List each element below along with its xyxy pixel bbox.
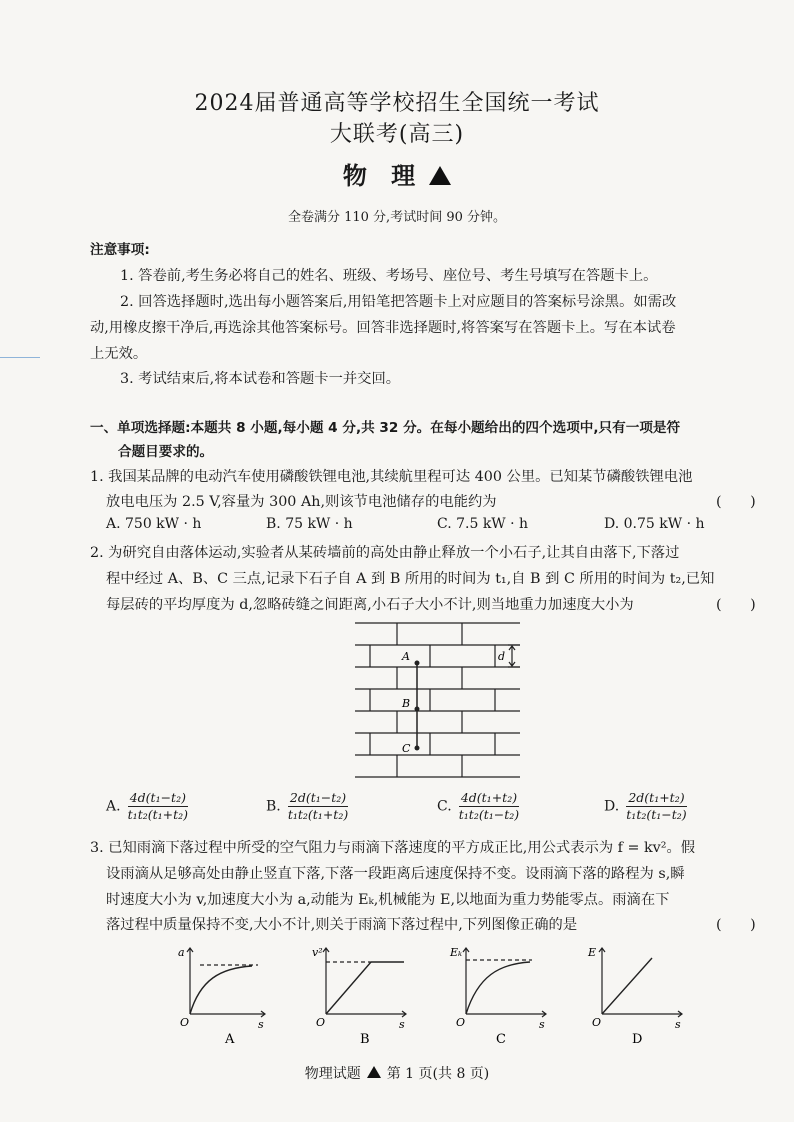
y-axis-label: Eₖ — [450, 946, 463, 959]
numerator: 4d(t₁+t₂) — [460, 790, 518, 805]
graph-caption: D — [632, 1032, 643, 1047]
q2-option-d — [604, 790, 689, 823]
note-item-1: 1. 答卷前,考生务必将自己的姓名、班级、考场号、座位号、考生号填写在答题卡上。 — [120, 268, 658, 284]
q2-line-1: 2. 为研究自由落体运动,实验者从某砖墙前的高处由静止释放一个小石子,让其自由落下,下落过 — [90, 545, 680, 561]
q1-option-b: B. 75 kW · h — [266, 516, 353, 532]
x-axis-label: s — [399, 1018, 405, 1031]
origin-label: O — [456, 1016, 466, 1029]
point-c-label: C — [402, 742, 411, 755]
x-axis-label: s — [539, 1018, 545, 1031]
note-item-2-line-2: 动,用橡皮擦干净后,再选涂其他答案标号。回答非选择题时,将答案写在答题卡上。写在本试卷 — [90, 320, 676, 336]
q1-answer-paren: ( ) — [716, 494, 756, 510]
q2-option-b-label: B. — [266, 798, 281, 815]
exam-title: 2024届普通高等学校招生全国统一考试 — [194, 91, 600, 116]
q1-line-1: 1. 我国某品牌的电动汽车使用磷酸铁锂电池,其续航里程可达 400 公里。已知某节磷酸铁锂电池 — [90, 469, 693, 485]
note-item-3: 3. 考试结束后,将本试卷和答题卡一并交回。 — [120, 371, 401, 387]
q2-option-a-label: A. — [106, 798, 121, 815]
graph-d — [580, 940, 690, 1048]
q2-option-a-fraction — [126, 790, 190, 823]
exam-subtitle: 大联考(高三) — [329, 122, 465, 147]
section-heading-cont: 合题目要求的。 — [118, 444, 214, 460]
q2-option-b — [266, 790, 350, 823]
denominator: t₁t₂(t₁−t₂) — [458, 807, 520, 822]
y-axis-label: v² — [312, 946, 323, 959]
thickness-label: d — [498, 650, 506, 663]
q2-option-d-fraction — [624, 790, 688, 823]
section-heading: 一、单项选择题:本题共 8 小题,每小题 4 分,共 32 分。在每小题给出的四个选项中,只有一项是符 — [90, 420, 681, 436]
q3-line-4: 落过程中质量保持不变,大小不计,则关于雨滴下落过程中,下列图像正确的是 — [106, 917, 578, 933]
q1-option-c: C. 7.5 kW · h — [437, 516, 529, 532]
q1-line-2: 放电电压为 2.5 V,容量为 300 Ah,则该节电池储存的电能约为 — [106, 494, 497, 510]
q2-option-c-fraction — [457, 790, 521, 823]
graph-a — [170, 940, 270, 1048]
note-item-2-line-3: 上无效。 — [90, 346, 148, 362]
subject-label: 物 理 — [342, 162, 424, 190]
numerator: 4d(t₁−t₂) — [129, 790, 186, 805]
denominator: t₁t₂(t₁−t₂) — [626, 807, 687, 822]
page-number: 第 1 页(共 8 页) — [386, 1066, 490, 1082]
denominator: t₁t₂(t₁+t₂) — [127, 807, 189, 822]
numerator: 2d(t₁−t₂) — [289, 790, 347, 805]
triangle-icon — [429, 166, 451, 185]
origin-label: O — [180, 1016, 190, 1029]
graph-b — [306, 940, 416, 1048]
notes-heading: 注意事项: — [90, 242, 150, 258]
q2-option-c — [437, 790, 521, 823]
q1-option-a: A. 750 kW · h — [106, 516, 202, 532]
note-item-2-line-1: 2. 回答选择题时,选出每小题答案后,用铅笔把答题卡上对应题目的答案标号涂黑。如需改 — [120, 294, 677, 310]
numerator: 2d(t₁+t₂) — [628, 790, 685, 805]
q2-answer-paren: ( ) — [716, 597, 756, 613]
q2-option-b-fraction — [286, 790, 350, 823]
y-axis-label: E — [588, 946, 597, 959]
brick-wall-figure — [350, 618, 530, 784]
footer-subject: 物理试题 — [304, 1066, 361, 1082]
q2-option-c-label: C. — [437, 798, 452, 815]
q3-answer-paren: ( ) — [716, 917, 756, 933]
x-axis-label: s — [675, 1018, 681, 1031]
page-footer — [0, 1063, 794, 1083]
origin-label: O — [316, 1016, 326, 1029]
origin-label: O — [592, 1016, 602, 1029]
x-axis-label: s — [258, 1018, 264, 1031]
y-axis-label: a — [178, 946, 185, 959]
q1-option-d: D. 0.75 kW · h — [604, 516, 705, 532]
q2-line-2: 程中经过 A、B、C 三点,记录下石子自 A 到 B 所用的时间为 t₁,自 B 到 C 所用的时间为 t₂,已知 — [106, 571, 715, 587]
triangle-icon — [367, 1066, 381, 1078]
q3-line-3: 时速度大小为 v,加速度大小为 a,动能为 Eₖ,机械能为 E,以地面为重力势能零点。雨滴在下 — [106, 892, 670, 908]
graph-c — [444, 940, 554, 1048]
q3-line-1: 3. 已知雨滴下落过程中所受的空气阻力与雨滴下落速度的平方成正比,用公式表示为 f = kv²。假 — [90, 840, 696, 856]
graph-caption: B — [360, 1032, 370, 1047]
point-a-label: A — [402, 650, 410, 663]
subject-title — [0, 156, 794, 191]
point-b-label: B — [402, 697, 411, 710]
full-score-note: 全卷满分 110 分,考试时间 90 分钟。 — [287, 210, 507, 225]
q3-line-2: 设雨滴从足够高处由静止竖直下落,下落一段距离后速度保持不变。设雨滴下落的路程为 s,瞬 — [106, 866, 685, 882]
q2-line-3: 每层砖的平均厚度为 d,忽略砖缝之间距离,小石子大小不计,则当地重力加速度大小为 — [106, 597, 634, 613]
q2-option-d-label: D. — [604, 798, 620, 815]
graph-caption: A — [225, 1032, 235, 1047]
q2-option-a — [106, 790, 190, 823]
graph-caption: C — [496, 1032, 506, 1047]
denominator: t₁t₂(t₁+t₂) — [287, 807, 349, 822]
margin-mark — [0, 357, 40, 358]
